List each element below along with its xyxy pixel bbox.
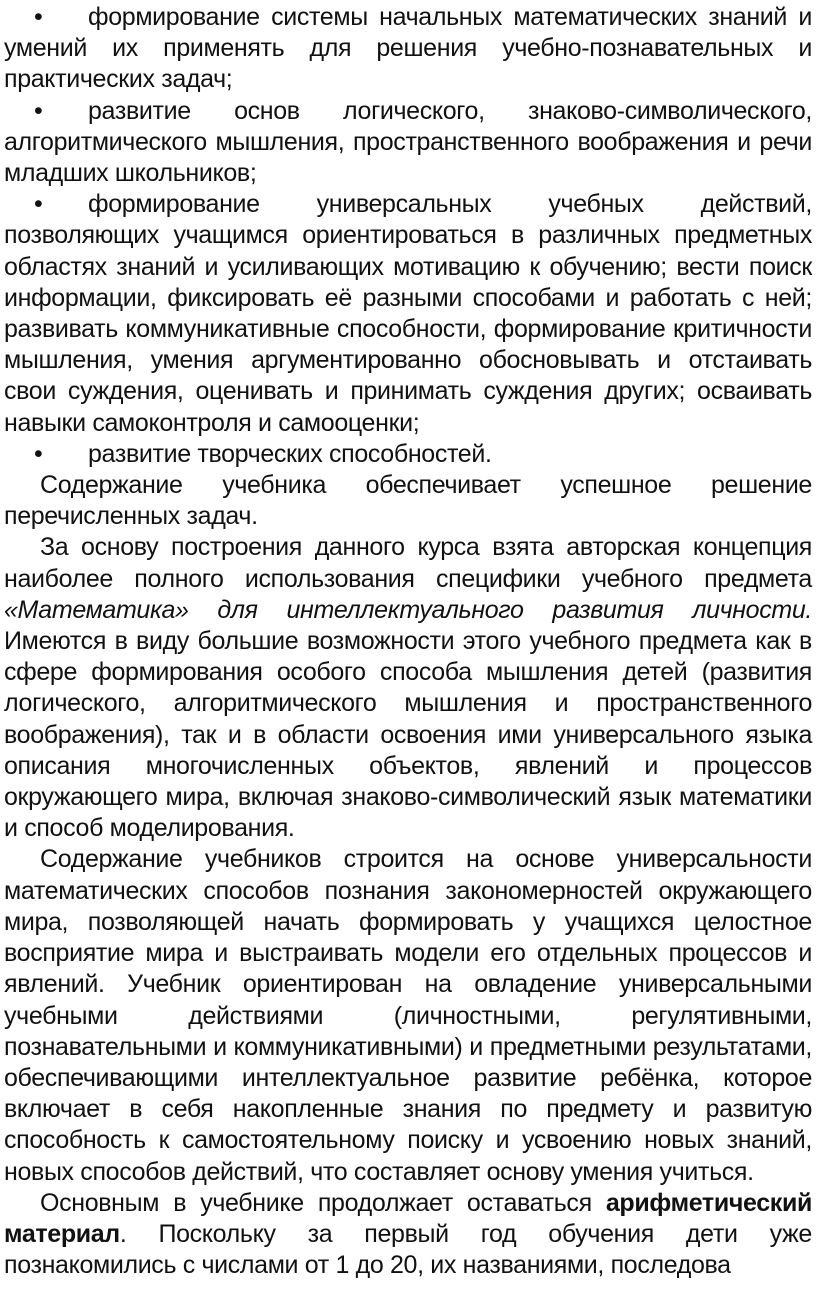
- paragraph-universality: [4, 844, 812, 1187]
- paragraph-text: Содержание учебника обеспечивает успешное решение перечисленных задач.: [4, 471, 812, 531]
- bullet-item-1: [4, 2, 812, 96]
- bullet-item-text: развитие творческих способностей.: [88, 439, 492, 468]
- paragraph-italic-phrase: «Математика» для интеллектуального развития личности.: [4, 595, 812, 624]
- paragraph-text-part2: Имеются в виду большие возможности этого учебного предмета как в сфере формирования особого способа мышления детей (развития логического, алгоритмического мышления и пространственного воображения), так и в области освоения ими универсального языка описания многочисленных объектов, явлений и процессов окружающего мира, включая знаково-символический язык математики и способ моделирования.: [4, 627, 812, 843]
- bullet-icon: •: [34, 190, 43, 219]
- bullet-item-text: формирование системы начальных математических знаний и умений их применять для решения учебно-познавательных и практических задач;: [4, 3, 812, 94]
- paragraph-arithmetic-material: [4, 1188, 812, 1282]
- paragraph-text: Содержание учебников строится на основе универсальности математических способов познания закономерностей окружающего мира, позволяющей начать формировать у учащихся целостное восприятие мира и выстраивать модели его отдельных процессов и явлений. Учебник ориентирован на овладение универсальными учебными действиями (личностными, регулятивными, познавательными и коммуникативными) и предметными результатами, обеспечивающими интеллектуальное развитие ребёнка, которое включает в себя накопленные знания по предмету и развитую способность к самостоятельному поиску и усвоению новых знаний, новых способов действий, что составляет основу умения учиться.: [4, 845, 812, 1186]
- bullet-icon: •: [34, 96, 43, 125]
- paragraph-course-concept: [4, 532, 812, 844]
- bullet-item-4: [4, 439, 812, 470]
- paragraph-text-part1: За основу построения данного курса взята авторская концепция наиболее полного использования специфики учебного предмета: [4, 533, 812, 593]
- paragraph-bold-phrase: арифметический материал: [4, 1188, 812, 1248]
- bullet-item-text: формирование универсальных учебных действий, позволяющих учащимся ориентироваться в различных предметных областях знаний и усиливающих мотивацию к обучению; вести поиск информации, фиксировать её разными способами и работать с ней; развивать коммуникативные способности, формирование критичности мышления, умения аргументированно обосновывать и отстаивать свои суждения, оценивать и принимать суждения других; осваивать навыки самоконтроля и самооценки;: [4, 190, 812, 437]
- bullet-icon: •: [34, 3, 43, 31]
- bullet-icon: •: [34, 439, 43, 468]
- paragraph-text-part1: Основным в учебнике продолжает оставаться: [40, 1188, 606, 1217]
- paragraph-text-part2: . Поскольку за первый год обучения дети уже познакомились с числами от 1 до 20, их названиями, последова: [4, 1219, 812, 1280]
- bullet-item-text: развитие основ логического, знаково-символического, алгоритмического мышления, пространственного воображения и речи младших школьников;: [4, 96, 812, 188]
- bullet-item-2: [4, 96, 812, 190]
- goals-bullet-list: [4, 2, 812, 470]
- bullet-item-3: [4, 189, 812, 439]
- paragraph-textbook-content: [4, 470, 812, 532]
